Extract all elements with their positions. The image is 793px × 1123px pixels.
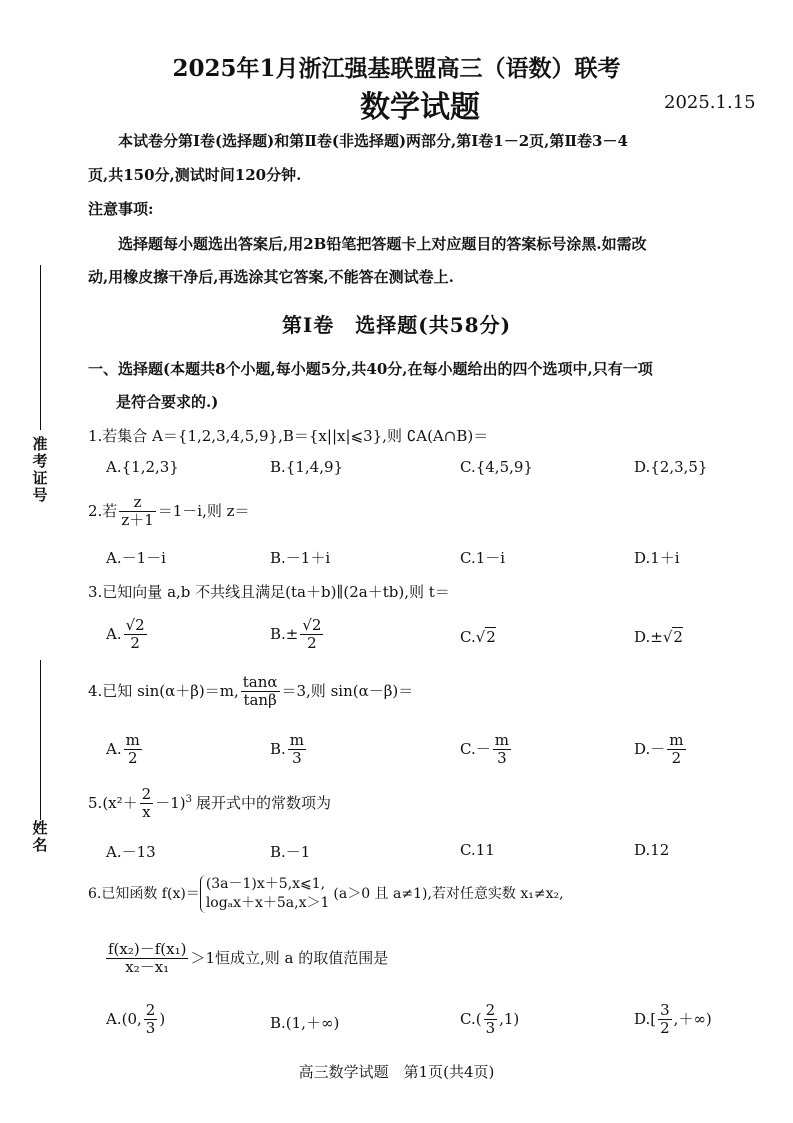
q3-option-d [634, 628, 683, 646]
q5-numerator: 2 [141, 785, 152, 803]
q6-a-num: 2 [145, 1001, 156, 1019]
q4-prefix: 4.已知 sin(α＋β)＝m, [88, 681, 239, 700]
q6-c-fraction [484, 1002, 498, 1038]
q4-c-den: 3 [497, 749, 507, 768]
q4-b-fraction [288, 732, 306, 768]
question-5-stem [88, 786, 331, 822]
q2-option-c: C.1－i [460, 549, 506, 567]
q2-prefix: 2.若 [88, 501, 118, 520]
q4-c-fraction [493, 732, 511, 768]
q4-c-num: m [494, 731, 509, 749]
q5-number: 5. [88, 793, 103, 812]
q6-case-2: logₐx＋x＋5a,x＞1 [205, 895, 330, 911]
q2-denominator: z＋1 [121, 511, 154, 530]
q2-fraction [119, 494, 155, 530]
q4-fraction [241, 674, 280, 710]
q1-option-b: B.{1,4,9} [270, 458, 344, 476]
q6-c-suffix: ,1) [499, 1009, 520, 1028]
q6-d-prefix: D.[ [634, 1009, 657, 1028]
question-6-condition [104, 941, 388, 977]
question-1-stem: 1.若集合 A＝{1,2,3,4,5,9},B＝{x||x|⩽3},则 ∁A(A∩B)＝ [88, 427, 489, 445]
q4-denominator: tanβ [243, 691, 277, 710]
sqrt-symbol-icon: √ [475, 628, 486, 646]
q6-a-prefix: A.(0, [106, 1009, 142, 1028]
q3-option-b [270, 617, 325, 653]
q6-d-fraction [658, 1002, 672, 1038]
q1-option-c: C.{4,5,9} [460, 458, 533, 476]
exam-date: 2025.1.15 [664, 92, 756, 113]
part-heading-line-1: 一、选择题(本题共8个小题,每小题5分,共40分,在每小题给出的四个选项中,只有一项 [88, 360, 653, 378]
q5-option-b: B.－1 [270, 843, 311, 861]
q4-b-num: m [289, 731, 305, 749]
q6-c-num: 2 [485, 1001, 496, 1019]
q3-d-value: 2 [673, 628, 683, 646]
q6-case-1: (3a－1)x＋5,x⩽1, [205, 876, 326, 892]
q4-option-b [270, 732, 308, 768]
name-line [40, 660, 41, 820]
notice-line-2: 动,用橡皮擦干净后,再选涂其它答案,不能答在测试卷上. [88, 268, 454, 286]
question-6-stem [88, 875, 564, 913]
q5-open: (x²＋ [102, 793, 138, 812]
q3-b-fraction [300, 617, 323, 653]
q4-a-den: 2 [127, 749, 138, 768]
question-3-stem: 3.已知向量 a,b 不共线且满足(ta＋b)∥(2a＋tb),则 t＝ [88, 583, 450, 601]
section-title: 第Ⅰ卷 选择题(共58分) [281, 313, 512, 337]
intro-line-1: 本试卷分第Ⅰ卷(选择题)和第Ⅱ卷(非选择题)两部分,第Ⅰ卷1－2页,第Ⅱ卷3－4 [118, 132, 628, 150]
q5-denominator: x [142, 803, 151, 822]
q4-option-a [106, 732, 144, 768]
q6-d-suffix: ,＋∞) [673, 1009, 712, 1028]
name-label: 姓名 [32, 819, 48, 854]
q6-c-prefix: C.( [460, 1009, 482, 1028]
q6-option-d [634, 1002, 712, 1038]
q4-d-prefix: D.－ [634, 739, 666, 758]
intro-line-2: 页,共150分,测试时间120分钟. [88, 166, 302, 184]
q6-option-c [460, 1002, 519, 1038]
q6-condition-suffix: ＞1恒成立,则 a 的取值范围是 [190, 948, 389, 967]
subject-title: 数学试题 [360, 90, 480, 125]
q2-option-b: B.－1＋i [270, 549, 331, 567]
q6-option-a [106, 1002, 165, 1038]
q5-option-c: C.11 [460, 841, 495, 859]
q6-piecewise [200, 875, 330, 913]
q4-b-den: 3 [292, 749, 302, 768]
q1-option-d: D.{2,3,5} [634, 458, 708, 476]
sqrt-symbol-icon: √ [662, 628, 673, 646]
q3-b-den: 2 [307, 634, 317, 653]
q6-prefix: 6.已知函数 f(x)＝ [88, 886, 200, 902]
notice-title: 注意事项: [88, 200, 154, 218]
q5-fraction [140, 786, 154, 822]
q4-b-prefix: B. [270, 739, 286, 758]
q3-a-fraction [124, 617, 147, 653]
q6-a-den: 3 [145, 1019, 156, 1038]
q6-c-den: 3 [485, 1019, 496, 1038]
q5-option-a: A.－13 [106, 843, 156, 861]
q2-numerator: z [119, 494, 155, 512]
q4-option-c [460, 732, 513, 768]
q4-option-d [634, 732, 688, 768]
q5-close: －1) [155, 793, 186, 812]
q4-suffix: ＝3,则 sin(α－β)＝ [281, 681, 414, 700]
exam-title: 2025年1月浙江强基联盟高三（语数）联考 [172, 55, 621, 82]
q3-c-value: 2 [486, 628, 496, 646]
q4-a-prefix: A. [106, 739, 122, 758]
q2-option-a: A.－1－i [106, 549, 166, 567]
q4-d-num: m [669, 731, 684, 749]
q5-suffix: 展开式中的常数项为 [195, 793, 331, 812]
page-footer: 高三数学试题 第1页(共4页) [298, 1063, 495, 1081]
q3-option-c [460, 628, 496, 646]
notice-line-1: 选择题每小题选出答案后,用2B铅笔把答题卡上对应题目的答案标号涂黑.如需改 [118, 235, 647, 253]
q3-a-prefix: A. [106, 624, 122, 643]
q3-c-prefix: C. [460, 628, 476, 646]
q4-numerator: tanα [242, 673, 278, 691]
q4-c-prefix: C.－ [460, 739, 491, 758]
q3-a-num: √2 [125, 616, 145, 634]
q3-option-a [106, 617, 149, 653]
q6-suffix: (a＞0 且 a≠1),若对任意实数 x₁≠x₂, [333, 886, 564, 902]
q6-denominator: x₂－x₁ [125, 958, 170, 977]
q6-d-num: 3 [660, 1001, 670, 1019]
q3-b-num: √2 [302, 616, 322, 634]
q5-exponent: 3 [185, 793, 192, 805]
q3-b-prefix: B.± [270, 624, 299, 643]
q4-a-fraction [124, 732, 142, 768]
q6-fraction [106, 941, 188, 977]
q2-suffix: ＝1－i,则 z＝ [157, 501, 250, 520]
q3-a-den: 2 [130, 634, 140, 653]
q1-option-a: A.{1,2,3} [106, 458, 179, 476]
q4-d-fraction [667, 732, 685, 768]
part-heading-line-2: 是符合要求的.) [116, 393, 219, 411]
q2-option-d: D.1＋i [634, 549, 680, 567]
q6-option-b: B.(1,＋∞) [270, 1014, 340, 1032]
question-2-stem [88, 494, 250, 530]
q6-d-den: 2 [660, 1019, 670, 1038]
exam-id-line [40, 265, 41, 430]
q6-a-suffix: ) [159, 1009, 166, 1028]
q4-a-num: m [125, 731, 140, 749]
q3-d-prefix: D.± [634, 628, 663, 646]
question-4-stem [88, 674, 413, 710]
q6-numerator: f(x₂)－f(x₁) [108, 940, 187, 958]
exam-id-label: 准考证号 [32, 435, 48, 504]
q4-d-den: 2 [671, 749, 682, 768]
q5-option-d: D.12 [634, 841, 670, 859]
q6-a-fraction [144, 1002, 158, 1038]
